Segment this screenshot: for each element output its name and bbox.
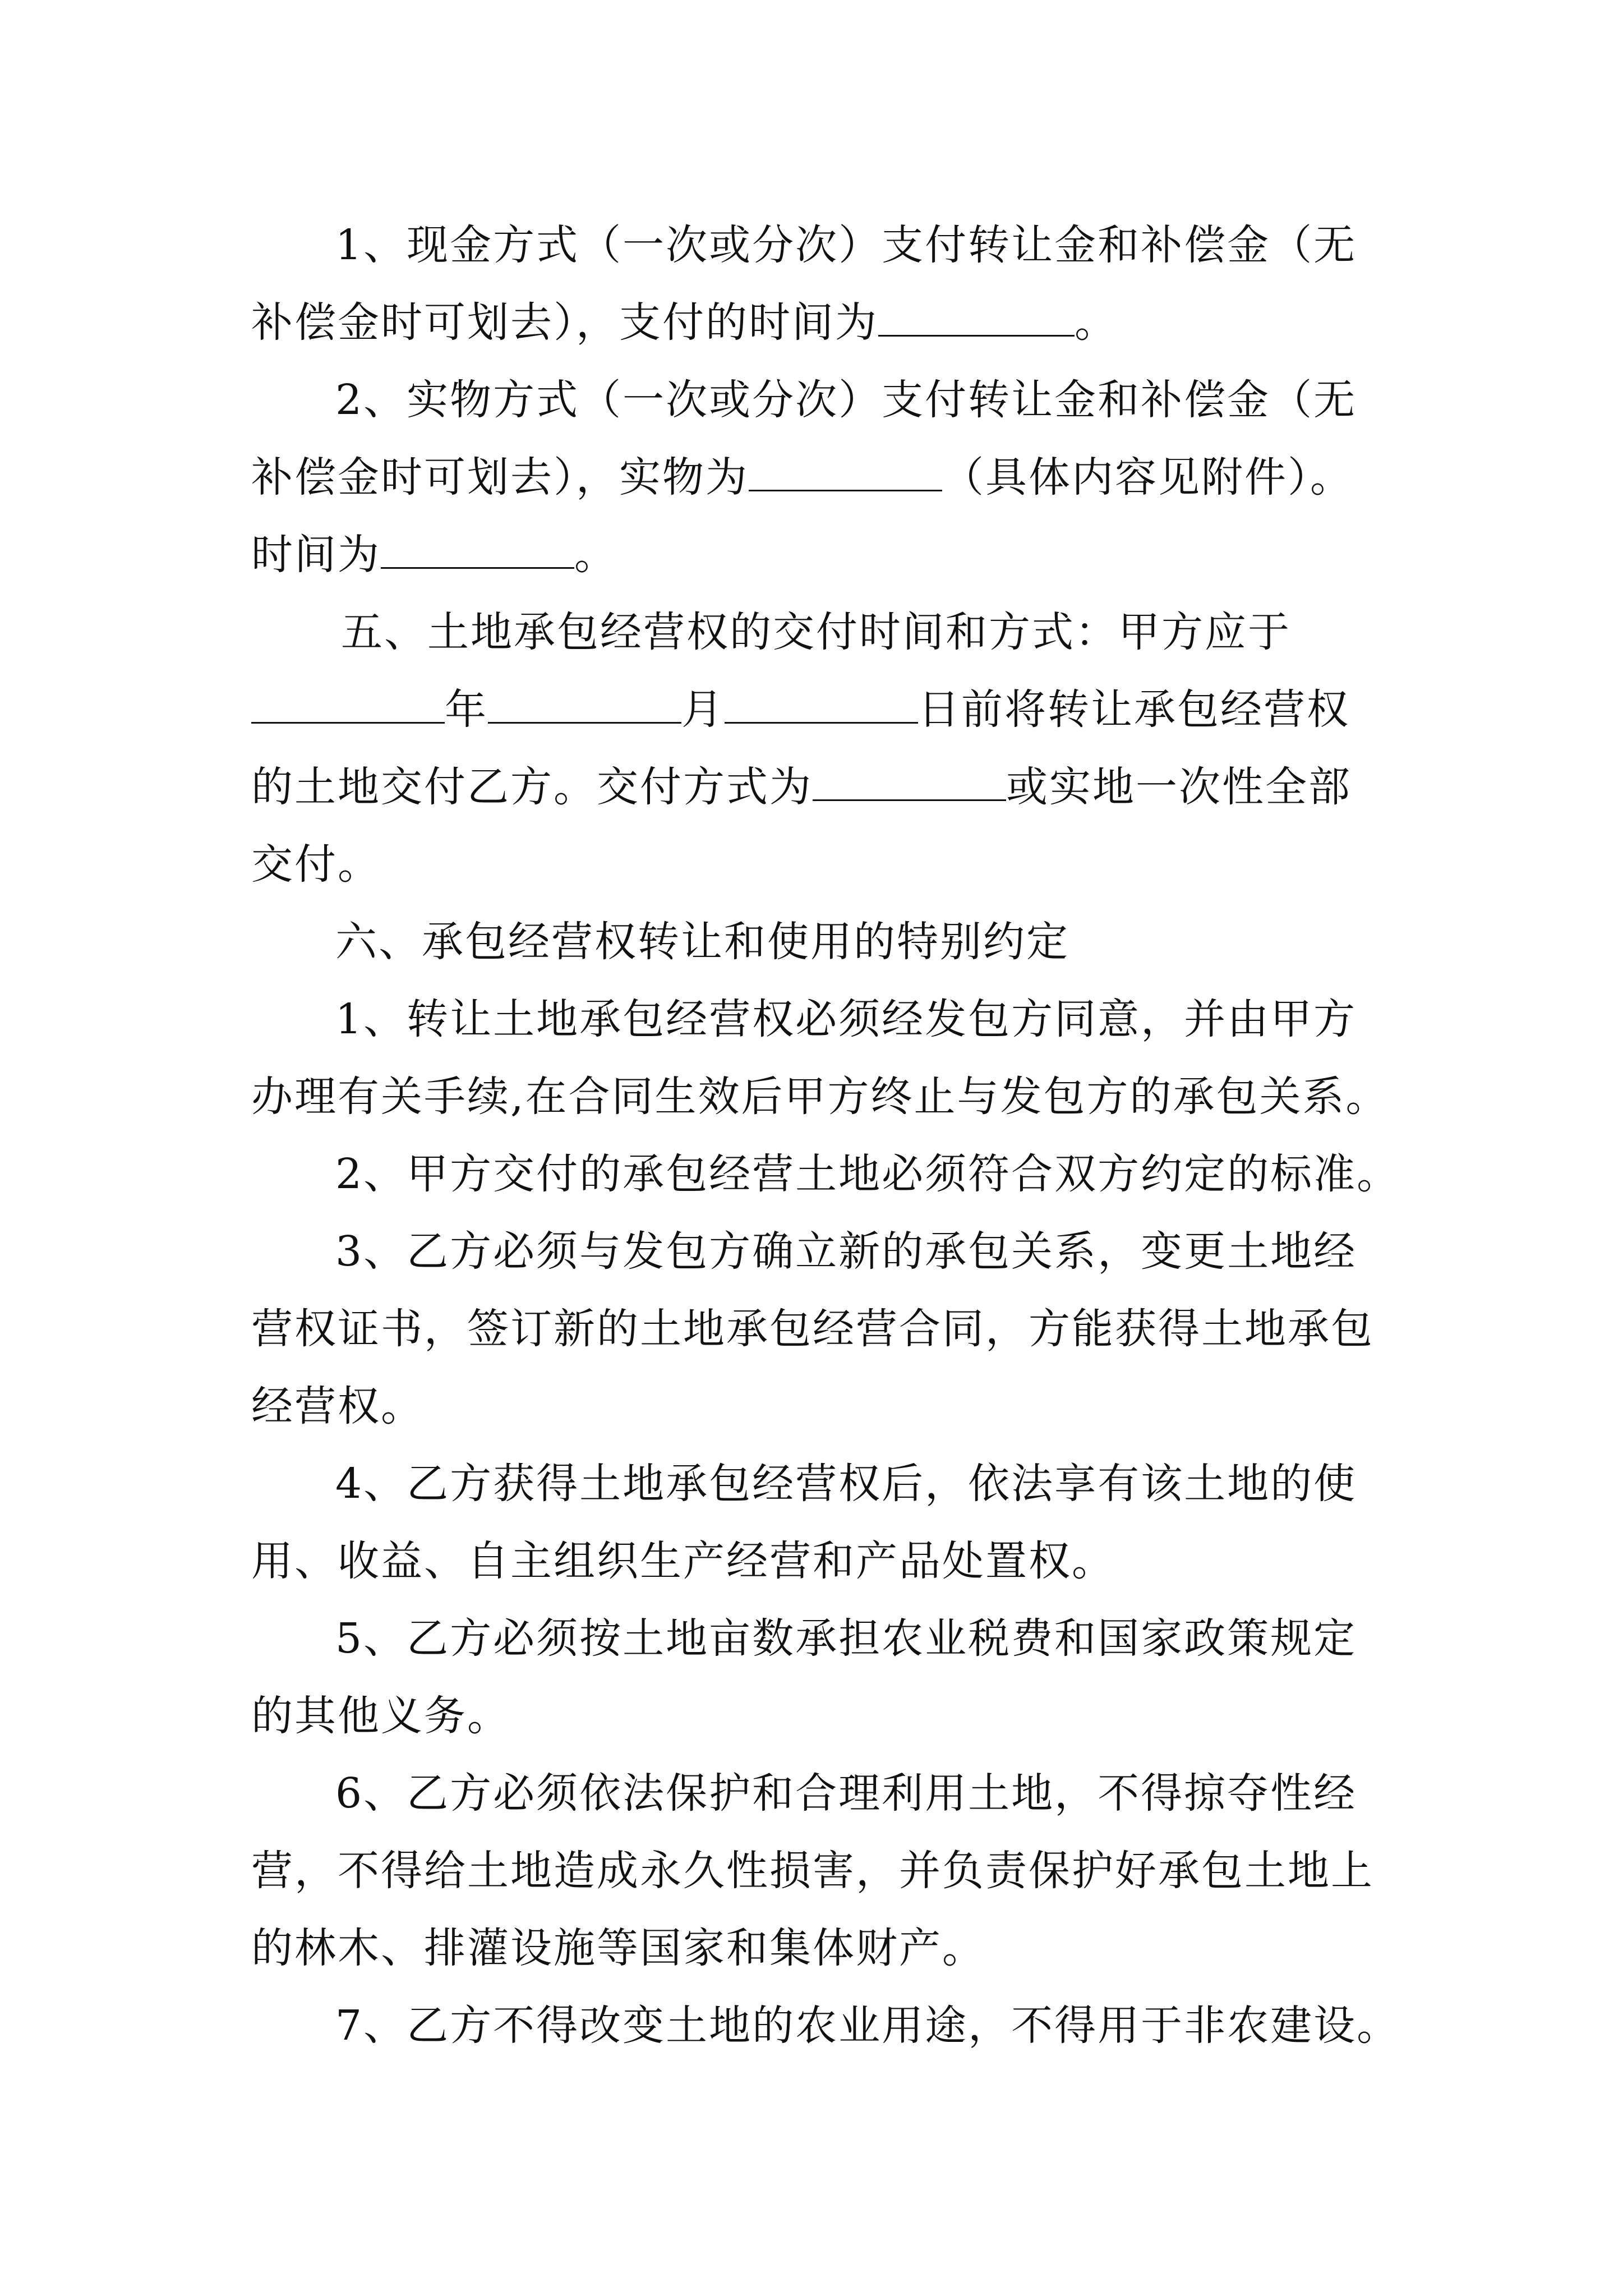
- text-line: 交付。: [251, 840, 381, 889]
- text-line: 2、实物方式（一次或分次）支付转让金和补偿金（无: [335, 376, 1357, 424]
- year-label: 年: [445, 685, 488, 734]
- paragraph-in-kind-payment: [251, 361, 1395, 439]
- clause-5-cont: [251, 1677, 1395, 1755]
- text-line: 补偿金时可划去），实物为: [251, 453, 749, 501]
- clause-3: [251, 1213, 1395, 1290]
- clause-6-cont: [251, 1832, 1395, 1910]
- text-line: 时间为: [251, 531, 381, 579]
- month-label: 月: [681, 685, 725, 734]
- text-line: 6、乙方必须依法保护和合理利用土地，不得掠夺性经: [335, 1769, 1357, 1818]
- text-line: 。: [574, 531, 617, 579]
- text-line: 1、现金方式（一次或分次）支付转让金和补偿金（无: [335, 221, 1357, 269]
- text-line: 营，不得给土地造成永久性损害，并负责保护好承包土地上: [251, 1847, 1374, 1895]
- clause-6-end: [251, 1910, 1395, 1987]
- clause-1-cont: [251, 1058, 1395, 1135]
- text-line: 或实地一次性全部: [1006, 763, 1352, 811]
- payment-time-blank[interactable]: [878, 296, 1075, 337]
- clause-5: [251, 1600, 1395, 1677]
- text-line: 营权证书，签订新的土地承包经营合同，方能获得土地承包: [251, 1305, 1374, 1353]
- text-line: 办理有关手续,在合同生效后甲方终止与发包方的承包关系。: [251, 1073, 1389, 1121]
- paragraph-in-kind-payment-cont: [251, 439, 1395, 516]
- text-line: 5、乙方必须按土地亩数承担农业税费和国家政策规定: [335, 1614, 1357, 1663]
- paragraph-cash-payment: [251, 206, 1395, 284]
- text-line: 3、乙方必须与发包方确立新的承包关系，变更土地经: [335, 1227, 1357, 1276]
- clause-3-end: [251, 1368, 1395, 1445]
- text-line: 用、收益、自主组织生产经营和产品处置权。: [251, 1537, 1115, 1585]
- delivery-method-blank[interactable]: [813, 760, 1006, 801]
- clause-4-cont: [251, 1522, 1395, 1600]
- paragraph-cash-payment-cont: [251, 284, 1395, 361]
- text-line: 日前将转让承包经营权: [918, 685, 1350, 734]
- clause-4: [251, 1445, 1395, 1522]
- text-line: （具体内容见附件）。: [942, 453, 1353, 501]
- text-line: 补偿金时可划去），支付的时间为: [251, 298, 878, 347]
- text-line: 的其他义务。: [251, 1692, 510, 1740]
- text-line: 。: [1075, 298, 1118, 347]
- section-5-method-line: [251, 748, 1395, 826]
- text-line: 经营权。: [251, 1382, 424, 1430]
- text-line: 1、转让土地承包经营权必须经发包方同意，并由甲方: [335, 995, 1357, 1043]
- section-5-end-line: [251, 826, 1395, 903]
- section-6-heading: [251, 903, 1395, 981]
- in-kind-item-blank[interactable]: [749, 450, 942, 491]
- text-line: 的土地交付乙方。交付方式为: [251, 763, 813, 811]
- clause-3-cont: [251, 1290, 1395, 1368]
- section-5-heading: [251, 593, 1395, 671]
- delivery-year-blank[interactable]: [251, 683, 445, 724]
- text-line: 五、土地承包经营权的交付时间和方式：甲方应于: [341, 608, 1291, 656]
- document-page: [251, 206, 1400, 2064]
- text-line: 2、甲方交付的承包经营土地必须符合双方约定的标准。: [335, 1150, 1400, 1198]
- clause-6: [251, 1755, 1395, 1832]
- delivery-month-blank[interactable]: [488, 683, 681, 724]
- in-kind-time-blank[interactable]: [381, 528, 574, 569]
- clause-2: [251, 1135, 1400, 1213]
- text-line: 的林木、排灌设施等国家和集体财产。: [251, 1924, 985, 1972]
- delivery-day-blank[interactable]: [725, 683, 918, 724]
- paragraph-in-kind-time: [251, 516, 1395, 593]
- text-line: 7、乙方不得改变土地的农业用途，不得用于非农建设。: [335, 2001, 1400, 2050]
- section-5-date-line: [251, 671, 1395, 748]
- text-line: 4、乙方获得土地承包经营权后，依法享有该土地的使: [335, 1460, 1357, 1508]
- text-line: 六、承包经营权转让和使用的特别约定: [335, 918, 1069, 966]
- clause-1: [251, 981, 1395, 1058]
- clause-7: [251, 1987, 1400, 2064]
